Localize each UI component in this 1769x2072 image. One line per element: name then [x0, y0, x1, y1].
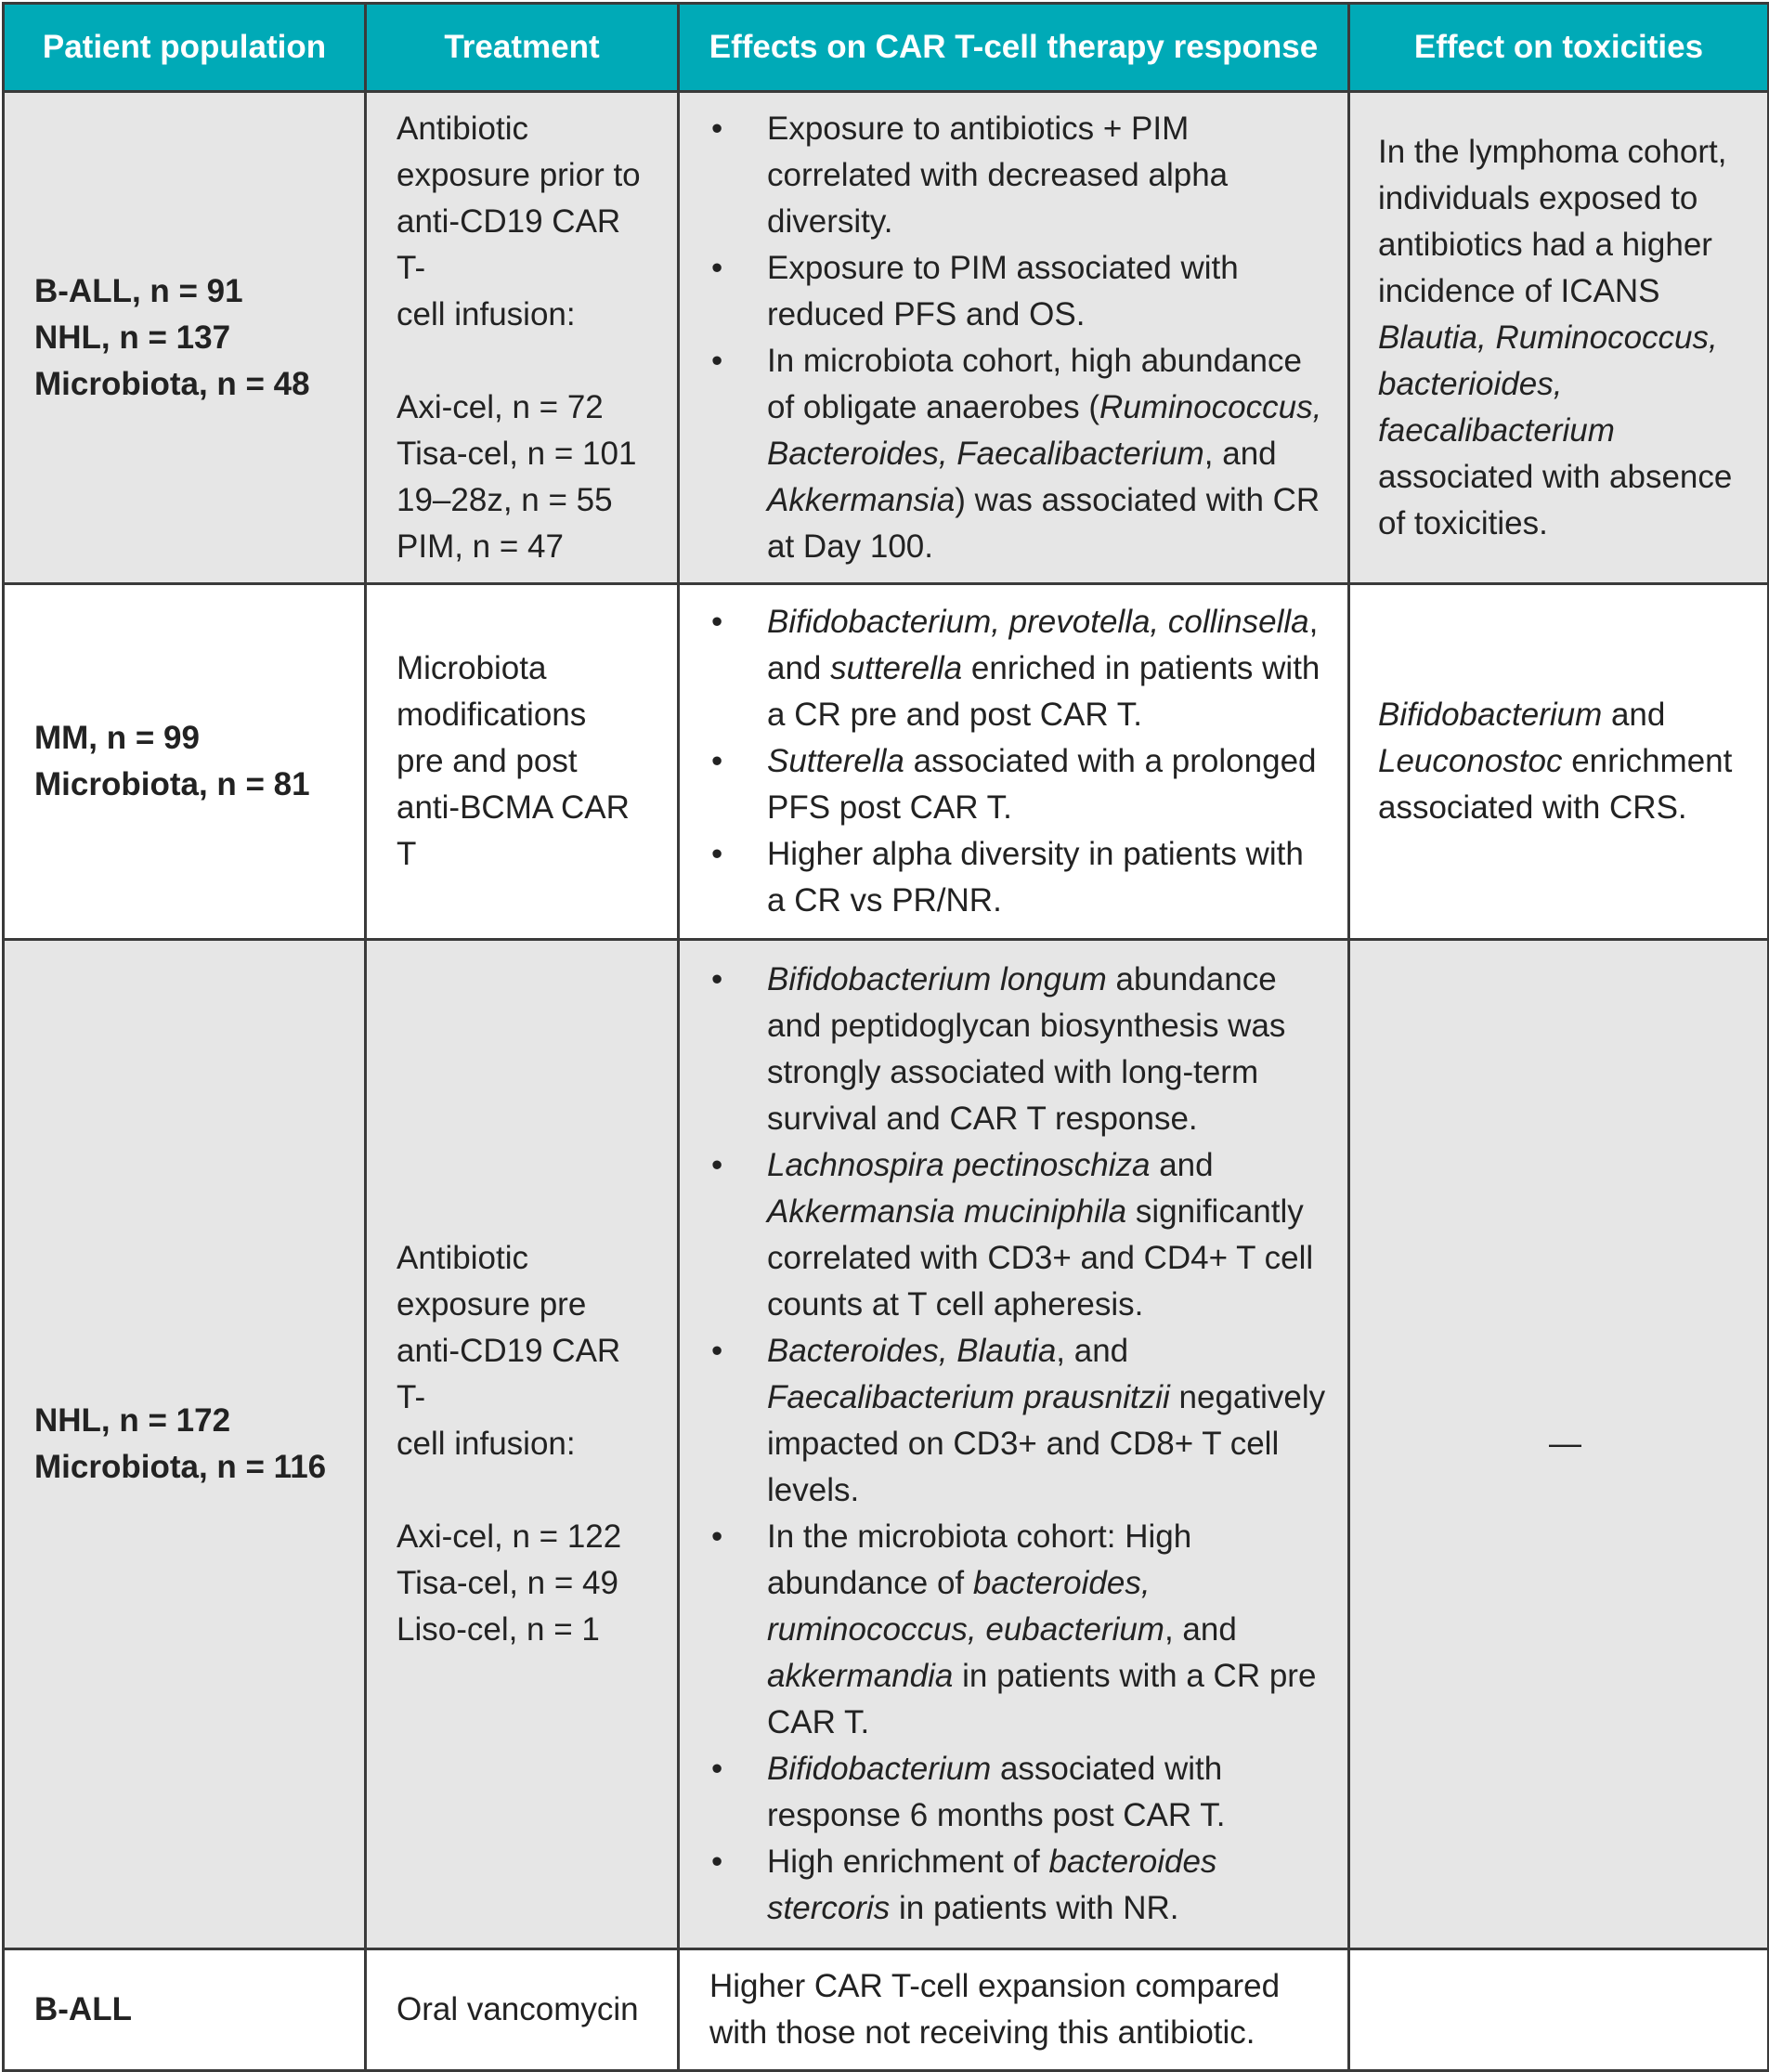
spacer	[397, 338, 651, 384]
treatment-line: cell infusion:	[397, 1426, 576, 1462]
text-run: In microbiota cohort, high abundance of obligate anaerobes (	[767, 342, 1302, 425]
list-item	[680, 1514, 1329, 1746]
text-run: associated with absence of toxicities.	[1378, 458, 1733, 541]
table-row	[4, 92, 1769, 584]
text-run: , and	[1056, 1333, 1129, 1369]
toxicity-cell	[1349, 92, 1769, 584]
population-cell	[4, 1949, 366, 2071]
population-line: Microbiota, n = 116	[34, 1449, 327, 1485]
italic-text: Blautia, Ruminococcus, bacterioides, faecalibacterium	[1378, 319, 1718, 449]
population-line: B-ALL, n = 91	[34, 272, 243, 309]
text-run: enrichment associated with CRS.	[1378, 743, 1733, 826]
treatment-cell	[366, 584, 679, 940]
treatment-line: anti-CD19 CAR T-	[397, 202, 621, 286]
text-run: associated with a prolonged PFS post CAR T.	[767, 743, 1317, 826]
treatment-line: Antibiotic	[397, 110, 529, 147]
text-run: enriched in patients with a CR pre and post CAR T.	[767, 650, 1320, 733]
text-run: ) was associated with CR at Day 100.	[767, 481, 1320, 565]
treatment-line: Microbiota	[397, 650, 547, 686]
italic-text: bacteroides stercoris	[767, 1844, 1217, 1926]
text-run: negatively impacted on CD3+ and CD8+ T cell levels.	[767, 1379, 1326, 1508]
treatment-line: Tisa-cel, n = 101	[397, 435, 637, 472]
list-item	[680, 106, 1329, 245]
list-item	[680, 831, 1329, 924]
italic-text: Bifidobacterium longum	[767, 961, 1107, 997]
toxicity-cell	[1349, 1949, 1769, 2071]
text-run: and	[1150, 1147, 1214, 1183]
treatment-line: cell infusion:	[397, 295, 576, 332]
italic-text: Ruminococcus, Bacteroides, Faecalibacterium	[767, 388, 1322, 472]
list-item	[680, 245, 1329, 338]
treatment-line: PIM, n = 47	[397, 528, 564, 565]
table-row	[4, 584, 1769, 940]
list-item	[680, 1142, 1329, 1328]
treatment-cell	[366, 940, 679, 1949]
population-line: Microbiota, n = 48	[34, 365, 310, 402]
table-row	[4, 1949, 1769, 2071]
treatment-line: exposure pre	[397, 1286, 587, 1323]
data-table	[2, 2, 1769, 2072]
list-item	[680, 957, 1329, 1142]
population-line: B-ALL	[34, 1991, 132, 2027]
treatment-line: modifications	[397, 697, 587, 733]
italic-text: Leuconostoc	[1378, 743, 1563, 779]
effects-cell	[679, 92, 1349, 584]
population-cell	[4, 584, 366, 940]
list-item	[680, 338, 1329, 570]
list-item	[680, 599, 1329, 738]
text-run: in patients with NR.	[890, 1890, 1179, 1926]
italic-text: Bacteroides, Blautia	[767, 1333, 1057, 1369]
list-item	[680, 738, 1329, 831]
population-line: NHL, n = 137	[34, 319, 231, 356]
italic-text: Sutterella	[767, 743, 904, 779]
header-effect-toxicities: Effect on toxicities	[1349, 4, 1769, 92]
treatment-line: pre and post	[397, 743, 578, 779]
italic-text: Bifidobacterium	[767, 1751, 992, 1787]
population-cell	[4, 940, 366, 1949]
italic-text: Bifidobacterium, prevotella, collinsella	[767, 604, 1309, 640]
treatment-line: exposure prior to	[397, 156, 641, 193]
effects-cell	[679, 584, 1349, 940]
treatment-line: Axi-cel, n = 72	[397, 388, 604, 425]
text-run: in patients with a CR pre CAR T.	[767, 1658, 1317, 1740]
list-item	[680, 1746, 1329, 1839]
bullet-list	[680, 957, 1329, 1932]
text-run: abundance and peptidoglycan biosynthesis was strongly associated with long-term survival and CAR T response.	[767, 961, 1286, 1137]
treatment-cell: Oral vancomycin	[366, 1949, 679, 2071]
treatment-line: 19–28z, n = 55	[397, 481, 613, 518]
population-line: Microbiota, n = 81	[34, 766, 310, 802]
effects-cell: Higher CAR T-cell expansion compared with those not receiving this antibiotic.	[679, 1949, 1349, 2071]
italic-text: Faecalibacterium prausnitzii	[767, 1379, 1170, 1415]
header-treatment: Treatment	[366, 4, 679, 92]
text-run: and	[1602, 697, 1666, 733]
treatment-line: Tisa-cel, n = 49	[397, 1565, 618, 1601]
bullet-list	[680, 599, 1329, 924]
population-line: MM, n = 99	[34, 720, 200, 756]
text-run: Higher alpha diversity in patients with a CR vs PR/NR.	[767, 836, 1304, 919]
text-run: High enrichment of	[767, 1844, 1049, 1880]
text-run: Exposure to antibiotics + PIM correlated with decreased alpha diversity.	[767, 110, 1229, 240]
italic-text: Bifidobacterium	[1378, 697, 1603, 733]
text-run: In the lymphoma cohort, individuals exposed to antibiotics had a higher incidence of ICANS	[1378, 133, 1727, 309]
italic-text: akkermandia	[767, 1658, 954, 1694]
table-row	[4, 940, 1769, 1949]
text-run: associated with response 6 months post CAR T.	[767, 1751, 1226, 1833]
toxicity-cell	[1349, 584, 1769, 940]
text-run: In the microbiota cohort: High abundance of	[767, 1518, 1192, 1601]
treatment-cell	[366, 92, 679, 584]
italic-text: Akkermansia	[767, 481, 956, 518]
toxicity-cell: —	[1349, 940, 1769, 1949]
header-patient-population: Patient population	[4, 4, 366, 92]
header-row	[4, 4, 1769, 92]
treatment-line: anti-CD19 CAR T-	[397, 1333, 621, 1415]
population-line: NHL, n = 172	[34, 1402, 231, 1439]
text-run: significantly correlated with CD3+ and CD4+ T cell counts at T cell apheresis.	[767, 1193, 1314, 1323]
text-run: Exposure to PIM associated with reduced PFS and OS.	[767, 249, 1239, 332]
header-effects-response: Effects on CAR T-cell therapy response	[679, 4, 1349, 92]
spacer	[397, 1467, 651, 1514]
list-item	[680, 1839, 1329, 1932]
treatment-line: Liso-cel, n = 1	[397, 1611, 600, 1648]
bullet-list	[680, 106, 1329, 570]
treatment-line: anti-BCMA CAR T	[397, 789, 630, 872]
text-run: , and	[1164, 1611, 1237, 1648]
italic-text: sutterella	[830, 650, 963, 686]
text-run: , and	[1203, 435, 1277, 472]
text-run: , and	[767, 604, 1319, 686]
list-item	[680, 1328, 1329, 1514]
population-cell	[4, 92, 366, 584]
treatment-line: Axi-cel, n = 122	[397, 1518, 622, 1555]
italic-text: Lachnospira pectinoschiza	[767, 1147, 1151, 1183]
treatment-line: Antibiotic	[397, 1240, 529, 1276]
italic-text: bacteroides, ruminococcus, eubacterium	[767, 1565, 1164, 1648]
italic-text: Akkermansia muciniphila	[767, 1193, 1127, 1230]
effects-cell	[679, 940, 1349, 1949]
